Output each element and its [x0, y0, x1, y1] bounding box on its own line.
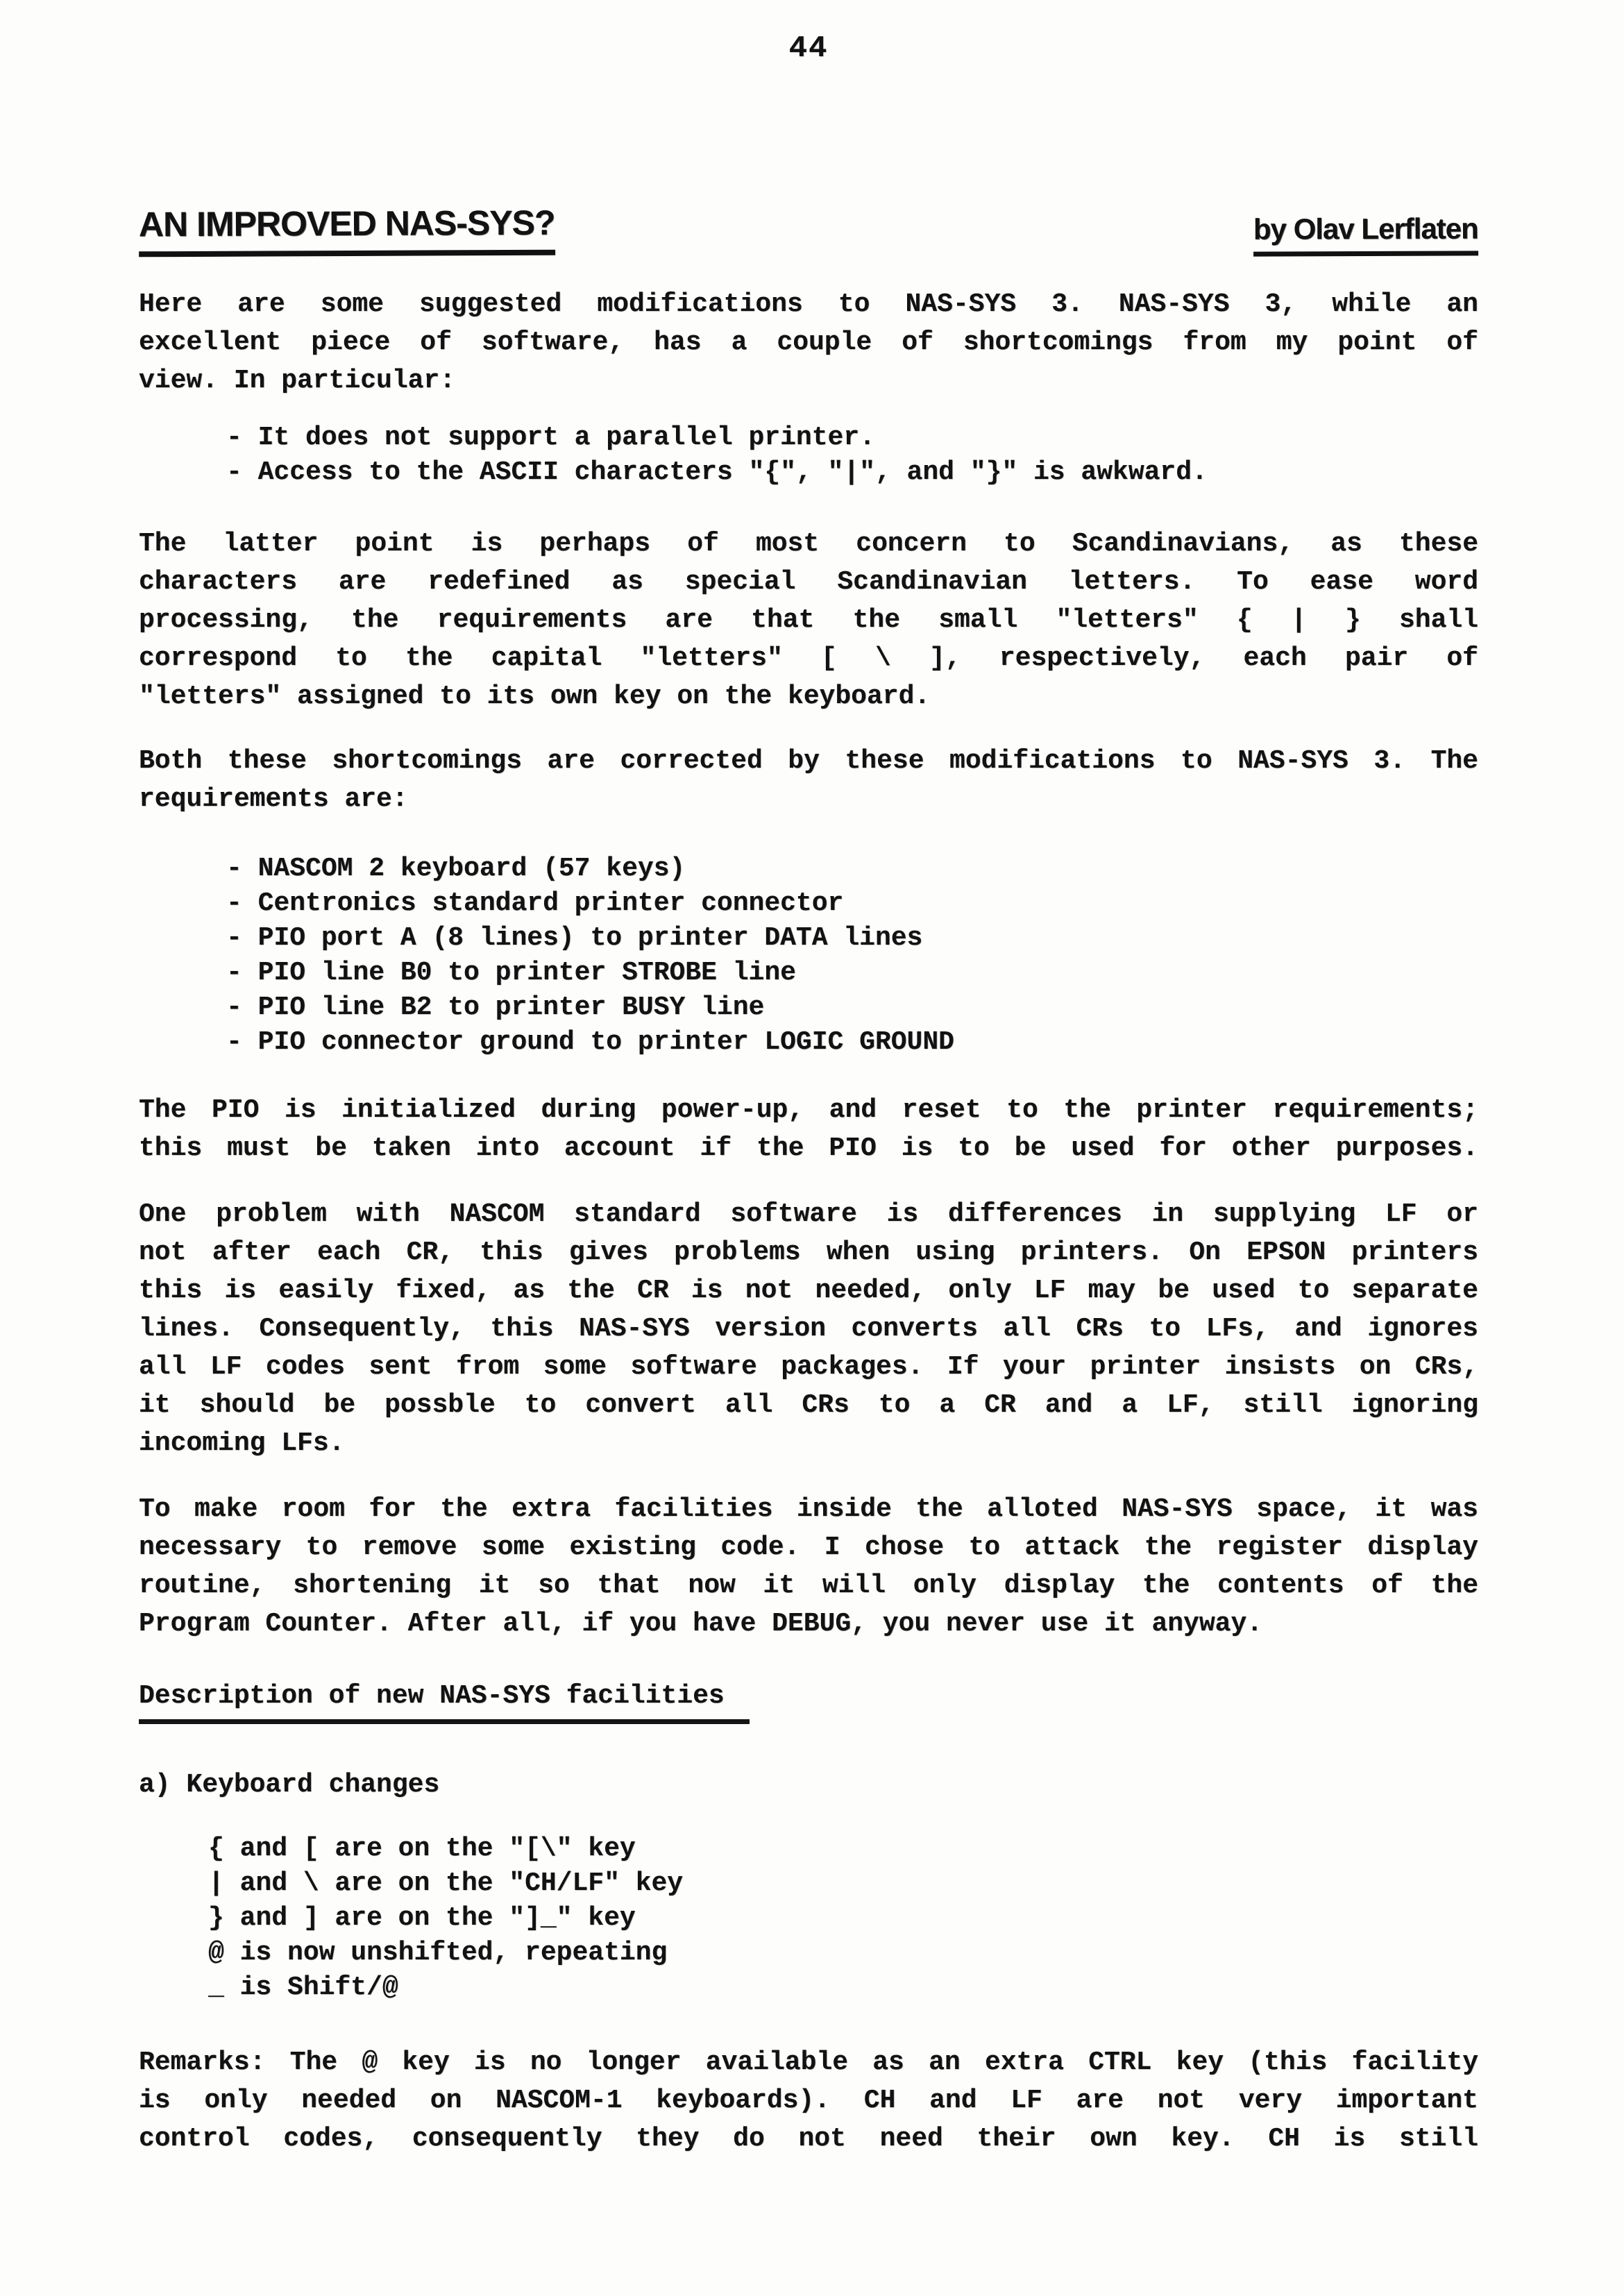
- paragraph-remarks: [139, 2043, 1478, 2158]
- text-line: - PIO line B0 to printer STROBE line: [226, 956, 1478, 990]
- text-line: The latter point is perhaps of most concern to Scandinavians, as these: [139, 529, 1478, 559]
- text-line: requirements are:: [139, 784, 408, 814]
- text-line: - PIO connector ground to printer LOGIC GROUND: [226, 1025, 1478, 1060]
- text-line: - PIO port A (8 lines) to printer DATA lines: [226, 921, 1478, 956]
- text-line: view. In particular:: [139, 366, 456, 396]
- paragraph-space-saving: [139, 1490, 1478, 1643]
- requirements-list: [139, 852, 1478, 1060]
- text-line: Remarks: The @ key is no longer available as an extra CTRL key (this facility: [139, 2048, 1478, 2077]
- shortcomings-list: [139, 421, 1478, 490]
- article-header: [139, 203, 1478, 256]
- text-line: _ is Shift/@: [208, 1973, 398, 2002]
- page-number: 44: [788, 31, 829, 66]
- text-line: @ is now unshifted, repeating: [208, 1938, 668, 1968]
- section-heading: Description of new NAS-SYS facilities: [139, 1681, 750, 1724]
- paragraph-pio-note: [139, 1091, 1478, 1167]
- article-title: AN IMPROVED NAS-SYS?: [139, 203, 555, 258]
- text-line: { and [ are on the "[\" key: [208, 1834, 636, 1864]
- paragraph-requirements-intro: [139, 742, 1478, 818]
- paragraph-latter-point: [139, 525, 1478, 716]
- text-line: not after each CR, this gives problems when using printers. On EPSON printers: [139, 1238, 1478, 1267]
- text-line: The PIO is initialized during power-up, and reset to the printer requirements;: [139, 1095, 1478, 1125]
- text-line: all LF codes sent from some software packages. If your printer insists on CRs,: [139, 1352, 1478, 1382]
- subsection-keyboard-changes: a) Keyboard changes: [139, 1770, 440, 1800]
- text-line: Here are some suggested modifications to NAS-SYS 3. NAS-SYS 3, while an: [139, 289, 1478, 319]
- text-line: lines. Consequently, this NAS-SYS version converts all CRs to LFs, and ignores: [139, 1314, 1478, 1344]
- text-line: Both these shortcomings are corrected by these modifications to NAS-SYS 3. The: [139, 746, 1478, 776]
- text-line: - It does not support a parallel printer.: [226, 421, 1478, 455]
- text-line: } and ] are on the "]_" key: [208, 1903, 636, 1933]
- text-line: To make room for the extra facilities inside the alloted NAS-SYS space, it was: [139, 1494, 1478, 1524]
- text-line: excellent piece of software, has a couple of shortcomings from my point of: [139, 328, 1478, 357]
- text-line: Program Counter. After all, if you have DEBUG, you never use it anyway.: [139, 1609, 1263, 1639]
- text-line: - PIO line B2 to printer BUSY line: [226, 990, 1478, 1025]
- text-line: | and \ are on the "CH/LF" key: [208, 1868, 684, 1898]
- text-line: routine, shortening it so that now it will only display the contents of the: [139, 1571, 1478, 1601]
- text-line: - NASCOM 2 keyboard (57 keys): [226, 852, 1478, 886]
- paragraph-intro: [139, 285, 1478, 400]
- text-line: One problem with NASCOM standard software is differences in supplying LF or: [139, 1199, 1478, 1229]
- text-line: "letters" assigned to its own key on the keyboard.: [139, 682, 931, 711]
- text-line: control codes, consequently they do not need their own key. CH is still: [139, 2124, 1478, 2154]
- keyboard-changes-list: [139, 1832, 1478, 2005]
- text-line: - Centronics standard printer connector: [226, 886, 1478, 921]
- text-line: is only needed on NASCOM-1 keyboards). CH and LF are not very important: [139, 2086, 1478, 2116]
- text-line: this must be taken into account if the PIO is to be used for other purposes.: [139, 1133, 1478, 1163]
- text-line: necessary to remove some existing code. I chose to attack the register display: [139, 1533, 1478, 1562]
- text-line: characters are redefined as special Scandinavian letters. To ease word: [139, 567, 1478, 597]
- paragraph-lf-handling: [139, 1195, 1478, 1462]
- text-line: processing, the requirements are that the small "letters" { | } shall: [139, 605, 1478, 635]
- text-line: incoming LFs.: [139, 1428, 345, 1458]
- text-line: it should be possble to convert all CRs to a CR and a LF, still ignoring: [139, 1390, 1478, 1420]
- article-byline: by Olav Lerflaten: [1253, 212, 1478, 256]
- text-line: correspond to the capital "letters" [ \ ], respectively, each pair of: [139, 643, 1478, 673]
- text-line: this is easily fixed, as the CR is not needed, only LF may be used to separate: [139, 1276, 1478, 1306]
- text-line: - Access to the ASCII characters "{", "|", and "}" is awkward.: [226, 455, 1478, 490]
